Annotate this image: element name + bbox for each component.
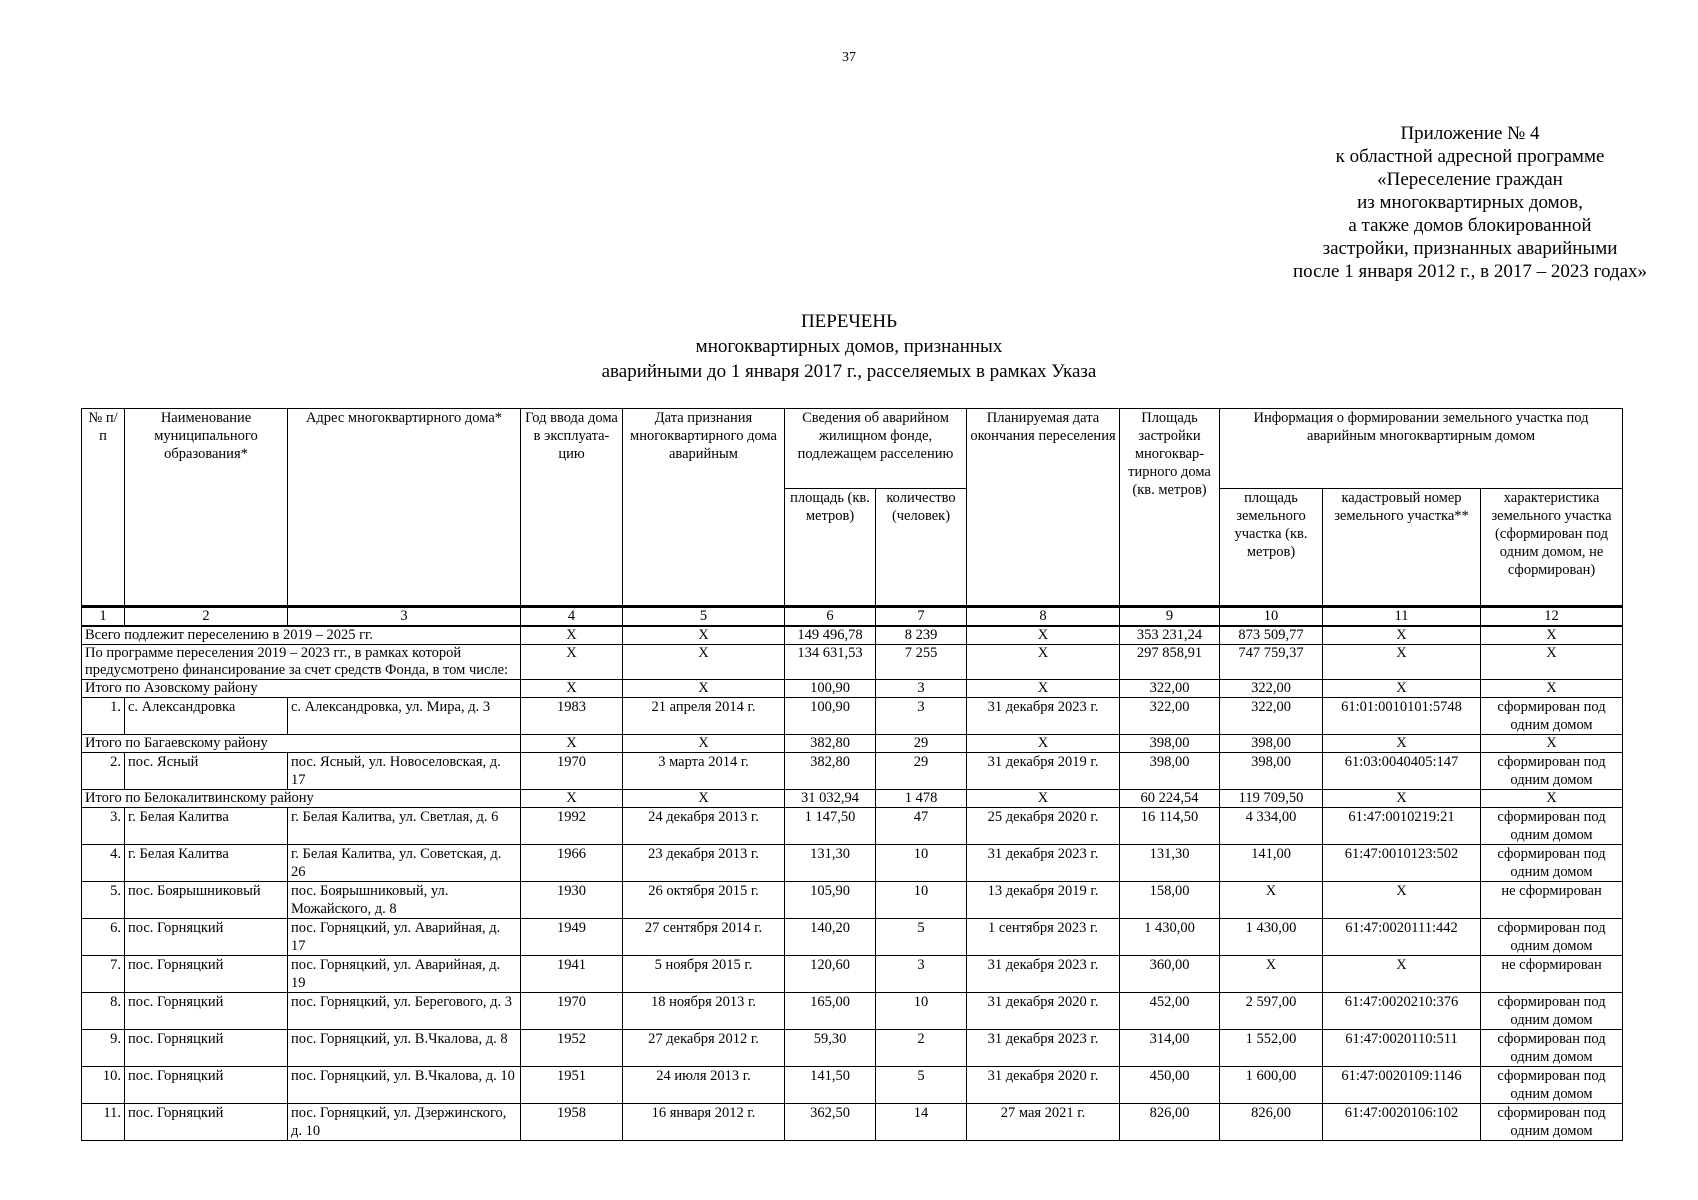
appendix-line: застройки, признанных аварийными bbox=[1322, 238, 1618, 259]
table-cell: 10 bbox=[876, 845, 967, 882]
table-cell: X bbox=[967, 645, 1120, 680]
table-cell: 31 декабря 2023 г. bbox=[967, 1030, 1120, 1067]
table-cell: 18 ноября 2013 г. bbox=[623, 993, 785, 1030]
table-cell: 10 bbox=[876, 993, 967, 1030]
table-cell: 297 858,91 bbox=[1120, 645, 1220, 680]
table-cell: X bbox=[623, 735, 785, 753]
table-cell: пос. Горняцкий bbox=[125, 1104, 288, 1141]
table-cell: 47 bbox=[876, 808, 967, 845]
table-cell: X bbox=[623, 626, 785, 645]
page-number: 37 bbox=[842, 50, 856, 65]
table-cell: 1 430,00 bbox=[1120, 919, 1220, 956]
table-cell: пос. Боярышниковый bbox=[125, 882, 288, 919]
table-cell: 21 апреля 2014 г. bbox=[623, 698, 785, 735]
table-cell: 1970 bbox=[521, 993, 623, 1030]
table-cell: 158,00 bbox=[1120, 882, 1220, 919]
table-cell: пос. Горняцкий bbox=[125, 1067, 288, 1104]
column-number: 9 bbox=[1120, 607, 1220, 627]
table-cell: X bbox=[967, 735, 1120, 753]
table-cell: X bbox=[1481, 626, 1623, 645]
column-number: 2 bbox=[125, 607, 288, 627]
table-cell: 3 bbox=[876, 680, 967, 698]
table-row bbox=[82, 1104, 1623, 1141]
summary-row bbox=[82, 645, 1623, 680]
header-land-area: площадь земельного участка (кв. метров) bbox=[1220, 489, 1323, 607]
table-cell: 5 bbox=[876, 919, 967, 956]
summary-label: Всего подлежит переселению в 2019 – 2025 гг. bbox=[82, 626, 521, 645]
table-cell: X bbox=[1323, 626, 1481, 645]
header-building-area: Площадь застройки многоквар-тирного дома (кв. метров) bbox=[1120, 409, 1220, 607]
table-cell: 382,80 bbox=[785, 735, 876, 753]
table-cell: 353 231,24 bbox=[1120, 626, 1220, 645]
table-cell: 27 мая 2021 г. bbox=[967, 1104, 1120, 1141]
table-cell: пос. Горняцкий bbox=[125, 1030, 288, 1067]
column-number: 7 bbox=[876, 607, 967, 627]
header-recognition-date: Дата признания многоквартирного дома аварийным bbox=[623, 409, 785, 607]
table-cell: 5. bbox=[82, 882, 125, 919]
table-cell: г. Белая Калитва bbox=[125, 808, 288, 845]
table-cell: пос. Горняцкий, ул. Аварийная, д. 17 bbox=[288, 919, 521, 956]
table-row bbox=[82, 993, 1623, 1030]
header-area: площадь (кв. метров) bbox=[785, 489, 876, 607]
table-body bbox=[82, 626, 1623, 1141]
table-cell: X bbox=[1323, 680, 1481, 698]
table-cell: пос. Горняцкий, ул. Дзержинского, д. 10 bbox=[288, 1104, 521, 1141]
table-cell: X bbox=[1323, 645, 1481, 680]
table-cell: 2 597,00 bbox=[1220, 993, 1323, 1030]
table-cell: 322,00 bbox=[1120, 680, 1220, 698]
header-people: количество (человек) bbox=[876, 489, 967, 607]
table-cell: 61:47:0010123:502 bbox=[1323, 845, 1481, 882]
table-cell: 61:47:0020109:1146 bbox=[1323, 1067, 1481, 1104]
table-cell: 100,90 bbox=[785, 698, 876, 735]
table-cell: не сформирован bbox=[1481, 882, 1623, 919]
table-cell: 105,90 bbox=[785, 882, 876, 919]
table-cell: сформирован под одним домом bbox=[1481, 845, 1623, 882]
table-cell: 13 декабря 2019 г. bbox=[967, 882, 1120, 919]
table-cell: 1 552,00 bbox=[1220, 1030, 1323, 1067]
appendix-line: Приложение № 4 bbox=[1400, 123, 1540, 144]
table-row bbox=[82, 1067, 1623, 1104]
table-cell: 747 759,37 bbox=[1220, 645, 1323, 680]
table-cell: 31 декабря 2023 г. bbox=[967, 845, 1120, 882]
column-number: 6 bbox=[785, 607, 876, 627]
header-land-characteristic: характеристика земельного участка (сформирован под одним домом, не сформирован) bbox=[1481, 489, 1623, 607]
table-cell: сформирован под одним домом bbox=[1481, 1067, 1623, 1104]
table-row bbox=[82, 956, 1623, 993]
table-cell: 4 334,00 bbox=[1220, 808, 1323, 845]
table-cell: 27 декабря 2012 г. bbox=[623, 1030, 785, 1067]
table-cell: пос. Горняцкий bbox=[125, 919, 288, 956]
table-cell: 1992 bbox=[521, 808, 623, 845]
table-cell: 11. bbox=[82, 1104, 125, 1141]
table-cell: X bbox=[1481, 645, 1623, 680]
table-cell: X bbox=[1481, 790, 1623, 808]
table-cell: 10 bbox=[876, 882, 967, 919]
table-cell: 119 709,50 bbox=[1220, 790, 1323, 808]
table-cell: г. Белая Калитва, ул. Советская, д. 26 bbox=[288, 845, 521, 882]
table-cell: 382,80 bbox=[785, 753, 876, 790]
table-cell: 398,00 bbox=[1220, 735, 1323, 753]
table-cell: пос. Горняцкий, ул. В.Чкалова, д. 10 bbox=[288, 1067, 521, 1104]
table-cell: X bbox=[521, 790, 623, 808]
table-cell: 1952 bbox=[521, 1030, 623, 1067]
table-cell: 7 255 bbox=[876, 645, 967, 680]
header-cadastral: кадастровый номер земельного участка** bbox=[1323, 489, 1481, 607]
table-cell: 61:47:0020111:442 bbox=[1323, 919, 1481, 956]
table-row bbox=[82, 1030, 1623, 1067]
table-cell: X bbox=[967, 626, 1120, 645]
table-cell: 452,00 bbox=[1120, 993, 1220, 1030]
table-cell: 27 сентября 2014 г. bbox=[623, 919, 785, 956]
summary-row bbox=[82, 680, 1623, 698]
table-cell: 23 декабря 2013 г. bbox=[623, 845, 785, 882]
table-cell: 1 478 bbox=[876, 790, 967, 808]
table-cell: 10. bbox=[82, 1067, 125, 1104]
table-cell: 1 600,00 bbox=[1220, 1067, 1323, 1104]
table-cell: с. Александровка, ул. Мира, д. 3 bbox=[288, 698, 521, 735]
table-cell: 100,90 bbox=[785, 680, 876, 698]
table-cell: 362,50 bbox=[785, 1104, 876, 1141]
table-cell: 120,60 bbox=[785, 956, 876, 993]
table-cell: X bbox=[1481, 680, 1623, 698]
table-cell: 31 декабря 2020 г. bbox=[967, 993, 1120, 1030]
table-cell: сформирован под одним домом bbox=[1481, 753, 1623, 790]
table-cell: X bbox=[1220, 882, 1323, 919]
table-cell: 322,00 bbox=[1220, 698, 1323, 735]
table-cell: 2 bbox=[876, 1030, 967, 1067]
table-cell: X bbox=[967, 790, 1120, 808]
table-cell: сформирован под одним домом bbox=[1481, 919, 1623, 956]
table-cell: 14 bbox=[876, 1104, 967, 1141]
table-cell: 7. bbox=[82, 956, 125, 993]
table-cell: 140,20 bbox=[785, 919, 876, 956]
title-line: многоквартирных домов, признанных bbox=[695, 336, 1003, 357]
table-cell: 3 bbox=[876, 956, 967, 993]
table-cell: 1958 bbox=[521, 1104, 623, 1141]
table-cell: 9. bbox=[82, 1030, 125, 1067]
table-cell: 1 147,50 bbox=[785, 808, 876, 845]
table-cell: X bbox=[1323, 956, 1481, 993]
table-cell: 398,00 bbox=[1220, 753, 1323, 790]
table-cell: 1. bbox=[82, 698, 125, 735]
table-cell: 3 bbox=[876, 698, 967, 735]
table-cell: 873 509,77 bbox=[1220, 626, 1323, 645]
table-cell: X bbox=[1220, 956, 1323, 993]
table-cell: 322,00 bbox=[1120, 698, 1220, 735]
table-cell: 1951 bbox=[521, 1067, 623, 1104]
table-cell: 1930 bbox=[521, 882, 623, 919]
table-cell: 60 224,54 bbox=[1120, 790, 1220, 808]
appendix-line: «Переселение граждан bbox=[1377, 169, 1563, 190]
table-cell: X bbox=[623, 680, 785, 698]
table-cell: 61:01:0010101:5748 bbox=[1323, 698, 1481, 735]
table-cell: сформирован под одним домом bbox=[1481, 808, 1623, 845]
header-planned-end: Планируемая дата окончания переселения bbox=[967, 409, 1120, 607]
table-cell: 16 января 2012 г. bbox=[623, 1104, 785, 1141]
title-line: ПЕРЕЧЕНЬ bbox=[800, 311, 898, 332]
column-number: 5 bbox=[623, 607, 785, 627]
table-cell: X bbox=[1323, 882, 1481, 919]
appendix-line: а также домов блокированной bbox=[1348, 215, 1592, 236]
table-cell: сформирован под одним домом bbox=[1481, 698, 1623, 735]
table-cell: 1 430,00 bbox=[1220, 919, 1323, 956]
table-cell: X bbox=[521, 645, 623, 680]
table-cell: 4. bbox=[82, 845, 125, 882]
table-cell: 61:47:0020106:102 bbox=[1323, 1104, 1481, 1141]
table-cell: 29 bbox=[876, 753, 967, 790]
table-cell: 31 032,94 bbox=[785, 790, 876, 808]
table-cell: X bbox=[521, 735, 623, 753]
table-cell: 59,30 bbox=[785, 1030, 876, 1067]
header-year: Год ввода дома в эксплуата-цию bbox=[521, 409, 623, 607]
table-row bbox=[82, 753, 1623, 790]
table-cell: 141,00 bbox=[1220, 845, 1323, 882]
appendix-line: из многоквартирных домов, bbox=[1357, 192, 1583, 213]
summary-label: Итого по Белокалитвинскому району bbox=[82, 790, 521, 808]
table-cell: X bbox=[967, 680, 1120, 698]
table-cell: пос. Ясный bbox=[125, 753, 288, 790]
summary-row bbox=[82, 735, 1623, 753]
table-cell: 61:47:0020110:511 bbox=[1323, 1030, 1481, 1067]
table-cell: 149 496,78 bbox=[785, 626, 876, 645]
header-emergency-group: Сведения об аварийном жилищном фонде, подлежащем расселению bbox=[785, 409, 967, 489]
table-cell: пос. Горняцкий, ул. Аварийная, д. 19 bbox=[288, 956, 521, 993]
table-cell: 5 bbox=[876, 1067, 967, 1104]
table-row bbox=[82, 919, 1623, 956]
table-cell: 1 сентября 2023 г. bbox=[967, 919, 1120, 956]
table-cell: X bbox=[623, 645, 785, 680]
table-cell: 398,00 bbox=[1120, 753, 1220, 790]
table-cell: 826,00 bbox=[1220, 1104, 1323, 1141]
table-cell: 26 октября 2015 г. bbox=[623, 882, 785, 919]
header-num: № п/п bbox=[82, 409, 125, 607]
summary-row bbox=[82, 790, 1623, 808]
table-cell: X bbox=[521, 626, 623, 645]
table-cell: 3. bbox=[82, 808, 125, 845]
table-cell: сформирован под одним домом bbox=[1481, 993, 1623, 1030]
table-cell: пос. Горняцкий bbox=[125, 956, 288, 993]
summary-label: Итого по Азовскому району bbox=[82, 680, 521, 698]
table-cell: 61:03:0040405:147 bbox=[1323, 753, 1481, 790]
table-cell: 398,00 bbox=[1120, 735, 1220, 753]
table-cell: не сформирован bbox=[1481, 956, 1623, 993]
table-cell: 1949 bbox=[521, 919, 623, 956]
table-cell: 24 декабря 2013 г. bbox=[623, 808, 785, 845]
table-cell: 314,00 bbox=[1120, 1030, 1220, 1067]
table-cell: 165,00 bbox=[785, 993, 876, 1030]
table-cell: 450,00 bbox=[1120, 1067, 1220, 1104]
table-cell: 5 ноября 2015 г. bbox=[623, 956, 785, 993]
table-row bbox=[82, 698, 1623, 735]
table-cell: 6. bbox=[82, 919, 125, 956]
table-cell: пос. Горняцкий, ул. В.Чкалова, д. 8 bbox=[288, 1030, 521, 1067]
table-cell: 8 239 bbox=[876, 626, 967, 645]
table-cell: 141,50 bbox=[785, 1067, 876, 1104]
table-cell: 16 114,50 bbox=[1120, 808, 1220, 845]
table-cell: 61:47:0010219:21 bbox=[1323, 808, 1481, 845]
table-cell: 8. bbox=[82, 993, 125, 1030]
table-cell: X bbox=[1481, 735, 1623, 753]
table-cell: 24 июля 2013 г. bbox=[623, 1067, 785, 1104]
table-cell: X bbox=[1323, 735, 1481, 753]
table-cell: пос. Боярышниковый, ул. Можайского, д. 8 bbox=[288, 882, 521, 919]
table-cell: 1966 bbox=[521, 845, 623, 882]
document-title bbox=[0, 309, 1698, 384]
summary-row bbox=[82, 626, 1623, 645]
table-cell: сформирован под одним домом bbox=[1481, 1104, 1623, 1141]
table-cell: 25 декабря 2020 г. bbox=[967, 808, 1120, 845]
title-line: аварийными до 1 января 2017 г., расселяемых в рамках Указа bbox=[601, 361, 1097, 382]
appendix-line: к областной адресной программе bbox=[1335, 146, 1605, 167]
table-cell: 31 декабря 2023 г. bbox=[967, 956, 1120, 993]
table-cell: пос. Горняцкий, ул. Берегового, д. 3 bbox=[288, 993, 521, 1030]
column-number: 11 bbox=[1323, 607, 1481, 627]
summary-label: По программе переселения 2019 – 2023 гг., в рамках которой предусмотрено финансирование за счет средств Фонда, в том числе: bbox=[82, 645, 521, 680]
table-cell: 1983 bbox=[521, 698, 623, 735]
table-row bbox=[82, 882, 1623, 919]
table-cell: 360,00 bbox=[1120, 956, 1220, 993]
table-cell: X bbox=[1323, 790, 1481, 808]
appendix-line: после 1 января 2012 г., в 2017 – 2023 годах» bbox=[1292, 261, 1648, 282]
table-cell: 134 631,53 bbox=[785, 645, 876, 680]
column-number: 1 bbox=[82, 607, 125, 627]
column-number: 3 bbox=[288, 607, 521, 627]
table-cell: 31 декабря 2023 г. bbox=[967, 698, 1120, 735]
column-number: 12 bbox=[1481, 607, 1623, 627]
table-cell: 131,30 bbox=[1120, 845, 1220, 882]
table-cell: 322,00 bbox=[1220, 680, 1323, 698]
table-row bbox=[82, 845, 1623, 882]
table-cell: 29 bbox=[876, 735, 967, 753]
table-cell: 1941 bbox=[521, 956, 623, 993]
table-cell: 2. bbox=[82, 753, 125, 790]
table-cell: 31 декабря 2019 г. bbox=[967, 753, 1120, 790]
appendix-note bbox=[1210, 122, 1698, 283]
header-municipality: Наименование муниципального образования* bbox=[125, 409, 288, 607]
table-cell: пос. Ясный, ул. Новоселовская, д. 17 bbox=[288, 753, 521, 790]
table-cell: X bbox=[623, 790, 785, 808]
header-address: Адрес многоквартирного дома* bbox=[288, 409, 521, 607]
table-cell: X bbox=[521, 680, 623, 698]
table-cell: г. Белая Калитва bbox=[125, 845, 288, 882]
table-cell: 131,30 bbox=[785, 845, 876, 882]
table-cell: 31 декабря 2020 г. bbox=[967, 1067, 1120, 1104]
housing-table bbox=[81, 408, 1623, 1141]
table-cell: г. Белая Калитва, ул. Светлая, д. 6 bbox=[288, 808, 521, 845]
table-cell: с. Александровка bbox=[125, 698, 288, 735]
table-cell: сформирован под одним домом bbox=[1481, 1030, 1623, 1067]
table-row bbox=[82, 808, 1623, 845]
table-cell: 61:47:0020210:376 bbox=[1323, 993, 1481, 1030]
table-cell: пос. Горняцкий bbox=[125, 993, 288, 1030]
column-number: 8 bbox=[967, 607, 1120, 627]
table-cell: 826,00 bbox=[1120, 1104, 1220, 1141]
header-land-group: Информация о формировании земельного участка под аварийным многоквартирным домом bbox=[1220, 409, 1623, 489]
summary-label: Итого по Багаевскому району bbox=[82, 735, 521, 753]
column-number: 10 bbox=[1220, 607, 1323, 627]
table-cell: 1970 bbox=[521, 753, 623, 790]
column-number: 4 bbox=[521, 607, 623, 627]
table-cell: 3 марта 2014 г. bbox=[623, 753, 785, 790]
